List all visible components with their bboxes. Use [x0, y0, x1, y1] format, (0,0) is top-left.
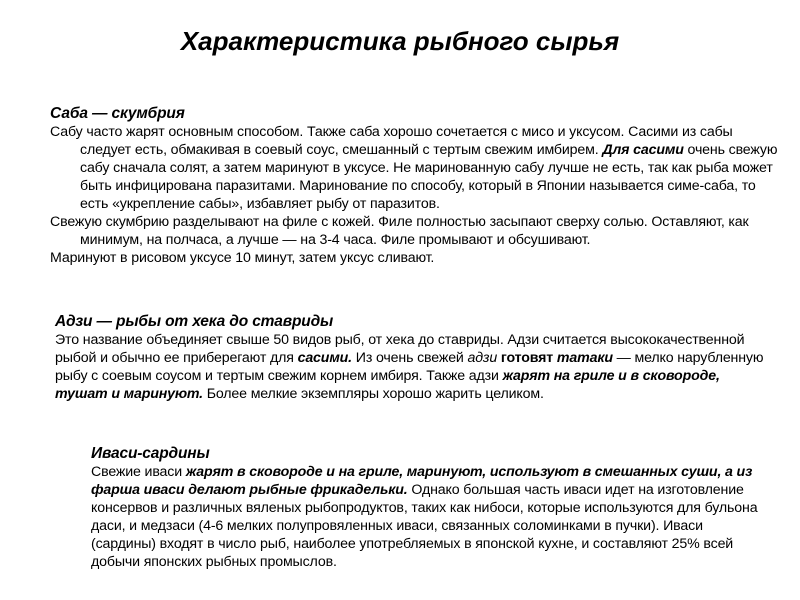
text-run: Это название объединяет свыше 50 видов рыб, от хека до ставриды. Адзи считается высококачественной рыбой и обычно ее приберегают для	[55, 332, 745, 366]
text-run: очень свежую сабу сначала солят, а затем маринуют в уксусе. Не маринованную сабу лучше не есть, так как рыба может быть инфицирована паразитами. Маринование по способу, который в Японии называется симе-саба, то есть «укрепление сабы», избавляет рыбу от паразитов.	[80, 142, 778, 212]
adzi-paragraph	[55, 331, 775, 403]
text-run: Более мелкие экземпляры хорошо жарить целиком.	[202, 386, 544, 402]
saba-paragraph-3: Маринуют в рисовом уксусе 10 минут, затем уксус сливают.	[50, 250, 435, 266]
page-title: Характеристика рыбного сырья	[180, 26, 620, 56]
text-run-emphasis: жарят на гриле и в сковороде, тушат и маринуют.	[55, 368, 720, 402]
section-saba	[50, 104, 785, 267]
text-run-bold: готовят	[500, 350, 554, 366]
section-heading-saba: Саба — скумбрия	[50, 105, 185, 122]
text-run: Однако большая часть иваси идет на изготовление консервов и различных вяленых рыбопродуктов, таких как нибоси, которые используются для бульона даси, и медзаси (4-6 мелких полупровяленных иваси, связанных соломинками в пучки). Иваси (сардины) входят в число рыб, наиболее употребляемых в японской кухне, и составляют 25% всей добычи японских рыбных промыслов.	[91, 482, 758, 570]
saba-paragraph-1	[50, 123, 785, 213]
section-heading-ivasi: Иваси-сардины	[91, 445, 210, 462]
section-adzi	[55, 312, 775, 403]
saba-paragraph-2: Свежую скумбрию разделывают на филе с кожей. Филе полностью засыпают сверху солью. Оставляют, как минимум, на полчаса, а лучше — на 3-4 часа. Филе промывают и обсушивают.	[50, 214, 749, 248]
ivasi-paragraph	[91, 463, 771, 571]
section-heading-adzi: Адзи — рыбы от хека до ставриды	[55, 313, 334, 330]
text-run-emphasis: Для сасими	[602, 142, 684, 158]
text-run-emphasis: жарят в сковороде и на гриле, маринуют, используют в смешанных суши, а из фарша иваси делают рыбные фрикадельки.	[91, 464, 753, 498]
text-run-italic: адзи	[467, 350, 498, 366]
text-run: Сабу часто жарят основным способом. Также саба хорошо сочетается с мисо и уксусом. Сасими из сабы следует есть, обмакивая в соевый соус, смешанный с тертым свежим имбирем.	[50, 124, 733, 158]
text-run-emphasis: сасими.	[297, 350, 352, 366]
text-run-emphasis: татаки	[556, 350, 613, 366]
text-run: Из очень свежей	[351, 350, 468, 366]
text-run: — мелко нарубленную рыбу с соевым соусом и тертым свежим корнем имбиря. Также адзи	[55, 350, 764, 384]
text-run: Свежие иваси	[91, 464, 186, 480]
section-ivasi	[91, 444, 771, 571]
